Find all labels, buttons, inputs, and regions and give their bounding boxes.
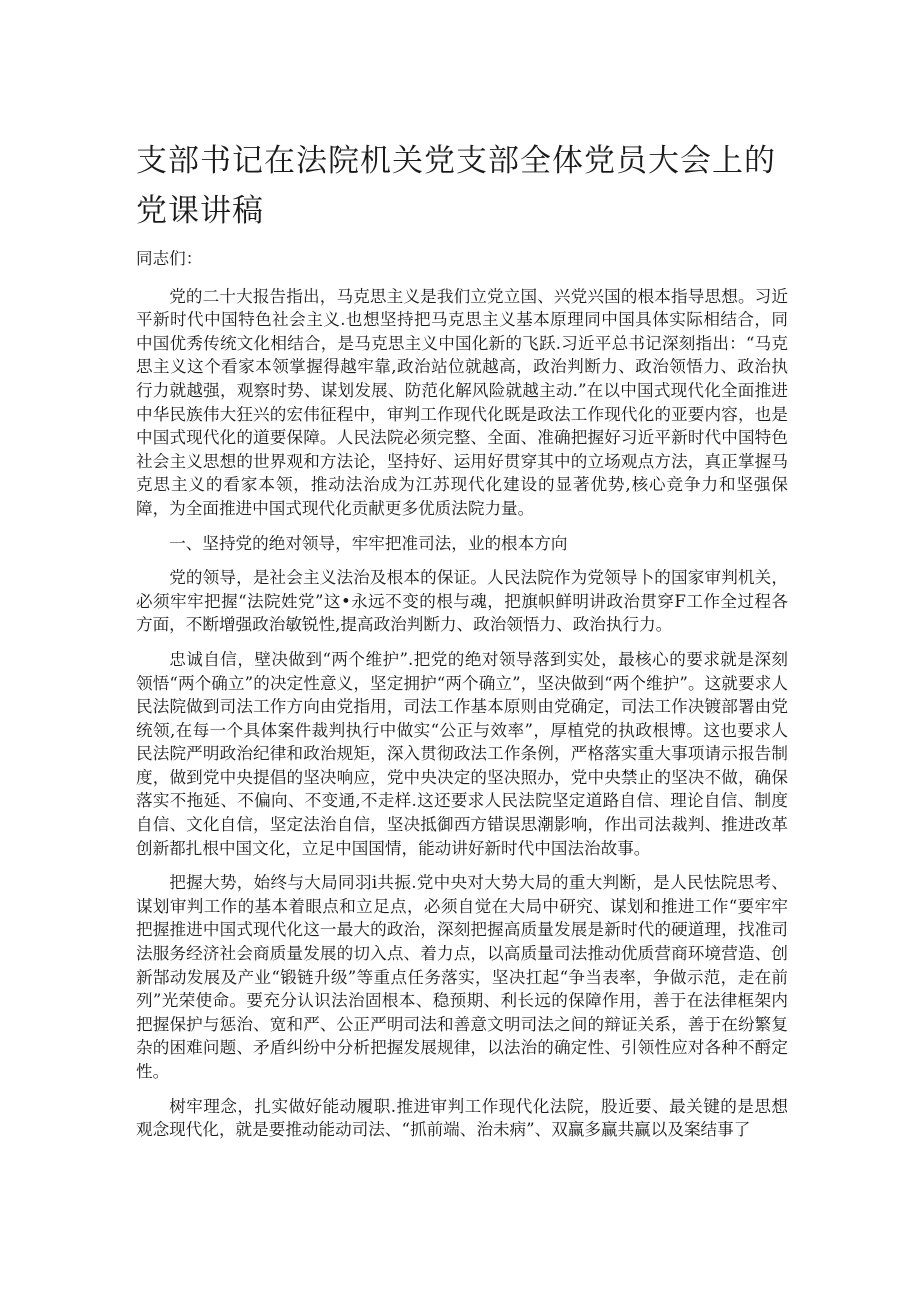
paragraph-overall-situation: 把握大势，始终与大局同羽i共振.党中央对大势大局的重大判断，是人民怯院思考、谋划审判工作的基本着眼点和立足点，必须自觉在大局中研究、谋划和推进工作“要牢牢把握推进中国式现代化这一最大的政治，深刻把握高质量发展是新时代的硬道理，找准司法服务经济社会商质量发展的切入点、着力点，以高质量司法推动优质营商环境营造、创新郜动发展及产业“锻链升级”等重点任务落实，坚决扛起“争当表率，争做示范，走在前列”光荣使命。要充分认识法治固根本、稳预期、利长远的保障作用，善于在法律框架内把握保护与惩治、宽和严、公正严明司法和善意文明司法之间的辩证关系，善于在纷繁复杂的困难问题、矛盾纠纷中分析把握发展规律，以法治的确定性、引领性应对各种不酹定性。: [136, 873, 788, 1081]
paragraph-concept: 树牢理念，扎实做好能动履职.推进审判工作现代化法院，股近要、最关键的是思想观念现代化，就是要推动能动司法、“抓前端、治未病”、双赢多赢共赢以及案结事了: [136, 1096, 788, 1140]
salutation: 同志们：: [136, 249, 203, 268]
document-body: [136, 247, 788, 1153]
paragraph-party-leadership: 党的领导，是社会主义法治及根本的保证。人民法院作为党领导卜的国家审判机关，必须牢牢把握“法院姓党”这•永远不变的根与魂，把旗帜鲜明讲政治贯穿F工作全过程各方面，不断增强政治敏锐性,提高政治判断力、政治领悟力、政治执行力。: [136, 568, 788, 635]
document-title: 支部书记在法院机关党支部全体党员大会上的党课讲稿: [136, 143, 776, 229]
paragraph-intro: 党的二十大报告指出，马克思主义是我们立党立国、兴党兴国的根本指导思想。习近平新时代中国特色社会主义.也想坚持把马克思主义基本原理同中国具体实际相结合，同中国优秀传统文化相结合，是马克思主义中国化新的飞跃.习近平总书记深刻指出：“马克思主义这个看家本领掌握得越牢靠,政治站位就越高，政治判断力、政治领悟力、政治执行力就越强，观察时势、谋划发展、防范化解风险就越主动.”在以中国式现代化全面推进中华民族伟大狂兴的宏伟征程中，审判工作现代化既是政法工作现代化的亚要内容，也是中国式现代化的道要保障。人民法院必须完整、全面、准确把握好习近平新时代中国特色社会主义思想的世界观和方法论，坚持好、运用好贯穿其中的立场观点方法，真正掌握马克思主义的看家本领，推动法治成为江苏现代化建设的显著优势,核心竞争力和坚强保障，为全面推进中国式现代化贡献更多优质法院力量。: [136, 286, 788, 518]
section-heading-1: 一、坚持党的绝对领导，牢牢把准司法，业的根本方向: [169, 533, 568, 553]
paragraph-loyalty: 忠诚自信，壁决做到“两个维护”.把党的绝对领导落到实处，最核心的要求就是深刻领悟“两个确立”的决定性意义，坚定拥护“两个确立”，坚决做到“两个维护”。这就要求人民法院做到司法工作方向由党指用，司法工作基本原则由党确定，司法工作决镀部署由党统领,在每一个具体案件裁判执行中做实“公正与效率”，厚植党的执政根博。这也要求人民法院严明政治纪律和政治规矩，深入贯彻政法工作条例，严格落实重大事项请示报告制度，做到党中央提倡的坚决响应，党中央决定的坚决照办，党中央禁止的坚决不做，确保落实不拖延、不偏向、不变通,不走样.这还要求人民法院坚定道路自信、理论自信、制度自信、文化自信，坚定法治自信，坚决抵御西方错误思潮影响，作出司法裁判、推进改革创新都扎根中国文化，立足中国国情，能动讲好新时代中国法治故事。: [136, 649, 788, 858]
